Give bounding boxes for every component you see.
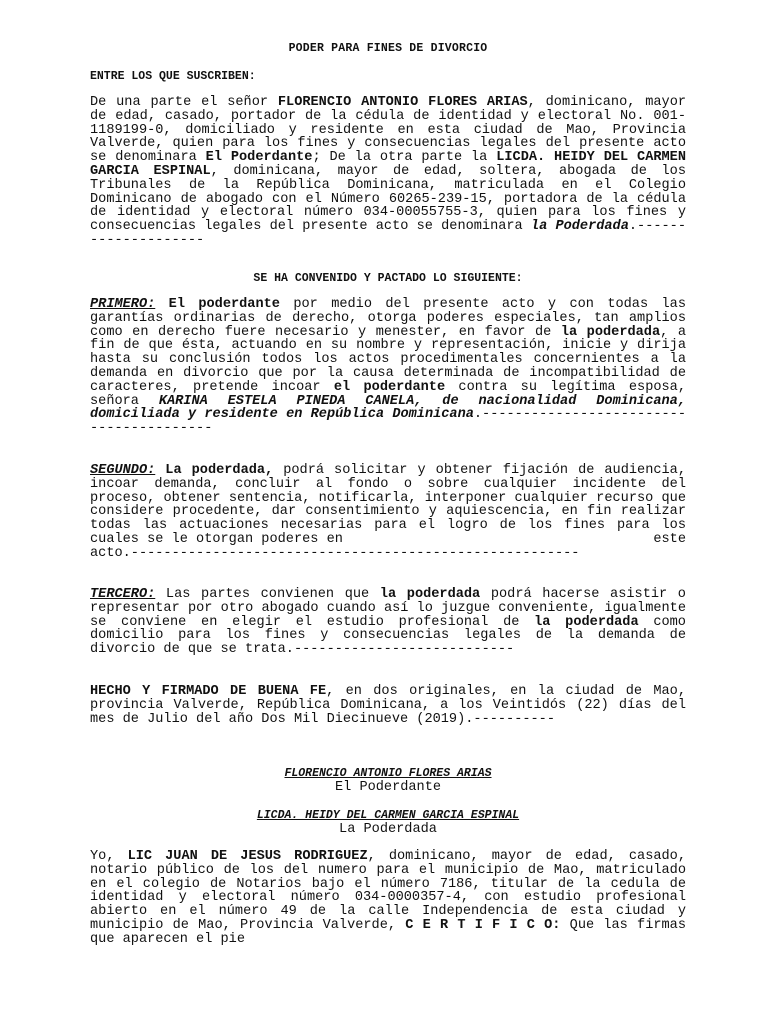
parties-paragraph bbox=[90, 96, 686, 248]
poderdada-name: LICDA. HEIDY DEL CARMEN GARCIA ESPINAL bbox=[90, 150, 686, 179]
clause-label: PRIMERO: bbox=[90, 297, 156, 312]
text-run: , dominicana, mayor de edad, soltera, abogada de los Tribunales de la República Dominicana, matriculada en el Colegio Dominicano de abogado con el Número 60265-239-15, portadora de la cédula de identidad y electoral número 034-00055755-3, quien para los fines y consecuencias legales del presente acto se denominara bbox=[90, 163, 686, 235]
poderdante-name: FLORENCIO ANTONIO FLORES ARIAS bbox=[277, 95, 528, 110]
text-run: este bbox=[653, 531, 686, 547]
closing-paragraph bbox=[90, 685, 686, 726]
bold-run: HECHO Y FIRMADO DE BUENA FE bbox=[90, 684, 327, 699]
clause-label: SEGUNDO: bbox=[90, 463, 156, 478]
text-run: Que las firmas que aparecen el pie bbox=[90, 917, 686, 947]
notary-paragraph bbox=[90, 850, 686, 947]
text-run: , dominicano, mayor de edad, casado, notario público de los del numero para el municipio de Mao, matriculado en el colegio de Notarios bajo el número 7186, titular de la cedula de identidad y electoral número 034-0000357-4, con estudio profesional abierto en el número 49 de la calle Independencia de esta ciudad y municipio de Mao, Provincia Valverde, bbox=[90, 849, 686, 933]
bold-run: el poderdante bbox=[333, 379, 446, 395]
bold-run: la poderdada bbox=[379, 587, 481, 602]
text-run: Las partes convienen que bbox=[155, 587, 380, 602]
text-run: , a fin de que ésta, actuando en su nombre y representación, inicie y dirija hasta su conclusión todos los actos procedimentales concernientes a la demanda en divorcio que por la causa determinada de incompatibilidad de caracteres, pretende incoar bbox=[90, 324, 686, 395]
text-run: contra su legítima esposa, señora bbox=[90, 379, 686, 409]
bold-run: El poderdante bbox=[168, 297, 280, 312]
document-title: PODER PARA FINES DE DIVORCIO bbox=[288, 42, 488, 55]
text-run: De una parte el señor bbox=[90, 95, 278, 110]
poderdante-term: El Poderdante bbox=[205, 150, 313, 166]
signature-poderdante bbox=[90, 767, 686, 795]
clause-primero bbox=[90, 298, 686, 436]
text-run bbox=[155, 297, 168, 312]
bold-run: La poderdada, bbox=[165, 463, 274, 478]
text-run: podrá solicitar y obtener fijación de audiencia, incoar demanda, concluir al fondo o sobre cualquier incidente del proceso, obtener sentencia, notificarla, interponer cualquier recurso que considere procedente, dar consentimiento y aquiescencia, en fin realizar todas las actuaciones necesarias para el logro de los fines para los cuales se le otorgan poderes en bbox=[90, 463, 686, 547]
agreement-heading: SE HA CONVENIDO Y PACTADO LO SIGUIENTE: bbox=[253, 272, 523, 285]
text-run: , dominicano, mayor de edad, casado, portador de la cédula de identidad y electoral No. 001-1189199-0, domiciliado y residente en esta ciudad de Mao, Provincia Valverde, quien para los fines y consecuencias legales del presente acto se denominara bbox=[90, 95, 687, 166]
spouse-name: KARINA ESTELA PINEDA CANELA, de nacionalidad Dominicana, domiciliada y residente en República Dominicana bbox=[90, 393, 686, 423]
text-run: Yo, bbox=[90, 849, 128, 864]
text-run: como domicilio para los fines y consecuencias legales de la demanda de divorcio de que se trata.--------------------------- bbox=[90, 614, 686, 658]
text-run: , en dos originales, en la ciudad de Mao, provincia Valverde, República Dominicana, a los Veintidós (22) días del mes de Julio del año Dos Mil Diecinueve (2019).---------- bbox=[90, 684, 686, 727]
signature-role: El Poderdante bbox=[334, 779, 442, 795]
clause-label: TERCERO: bbox=[90, 587, 156, 602]
text-run: .-------------------- bbox=[90, 219, 686, 248]
signature-role: La Poderdada bbox=[339, 821, 437, 837]
text-run: por medio del presente acto y con todas las garantías ordinarias de derecho, otorga poderes especiales, tan amplios como en derecho fuere necesario y menester, en favor de bbox=[90, 297, 686, 340]
bold-run: la poderdada bbox=[560, 324, 661, 340]
intro-heading: ENTRE LOS QUE SUSCRIBEN: bbox=[90, 70, 256, 83]
text-run: acto.------------------------------------------------------- bbox=[90, 545, 580, 561]
poderdada-term: la Poderdada bbox=[530, 219, 629, 235]
text-run: ; De la otra parte la bbox=[312, 150, 497, 166]
clause-tercero bbox=[90, 588, 686, 657]
text-run bbox=[155, 463, 165, 478]
text-run: podrá hacerse asistir o representar por otro abogado cuando así lo juzgue conveniente, igualmente se conviene en elegir el estudio profesional de bbox=[90, 587, 686, 630]
signature-poderdada bbox=[90, 809, 686, 837]
signature-name: LICDA. HEIDY DEL CARMEN GARCIA ESPINAL bbox=[256, 809, 520, 822]
text-run: .---------------------------------------- bbox=[90, 407, 686, 437]
signature-name: FLORENCIO ANTONIO FLORES ARIAS bbox=[284, 767, 492, 780]
bold-run: la poderdada bbox=[534, 614, 639, 630]
clause-segundo bbox=[90, 464, 686, 561]
notary-name: LIC JUAN DE JESUS RODRIGUEZ bbox=[127, 849, 368, 864]
certifico-term: C E R T I F I C O: bbox=[405, 917, 561, 933]
